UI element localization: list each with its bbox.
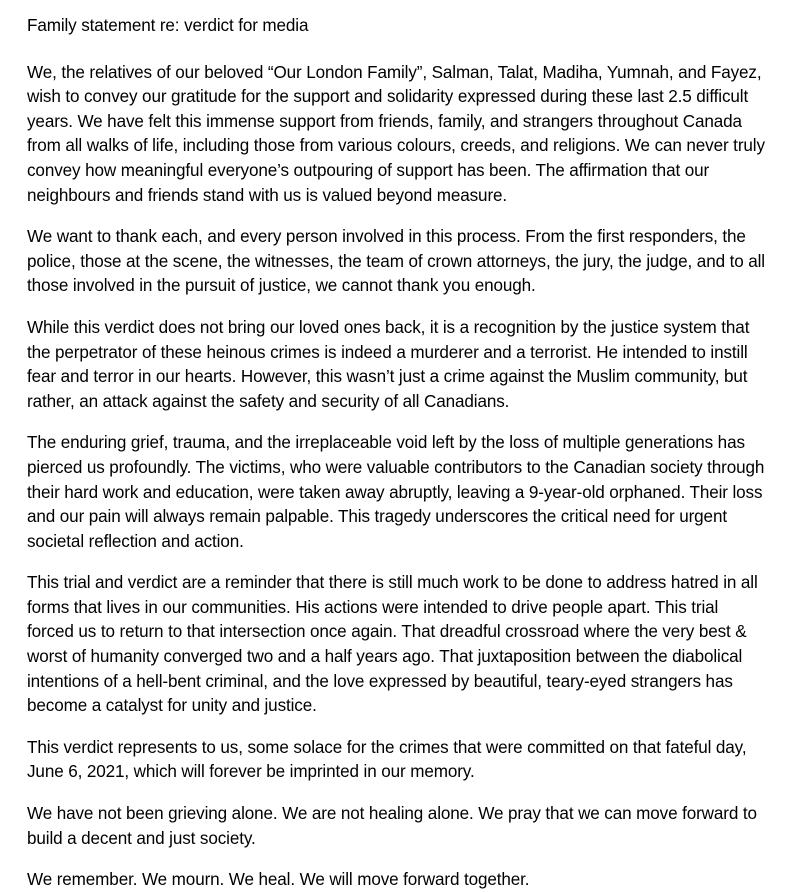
document-heading: Family statement re: verdict for media — [27, 16, 309, 35]
paragraph-spacer — [27, 785, 765, 802]
paragraph-not-alone: We have not been grieving alone. We are not healing alone. We pray that we can move forward to build a decent and just society. — [27, 804, 762, 848]
paragraph-reminder: This trial and verdict are a reminder that there is still much work to be done to address hatred in all forms that lives in our communities. His actions were intended to drive people apart. This trial forced us to return to that intersection once again. That dreadful crossroad where the very best & worst of humanity converged two and a half years ago. That juxtaposition between the diabolical intentions of a hell-bent criminal, and the love expressed by beautiful, teary-eyed strangers has become a catalyst for unity and justice. — [27, 573, 763, 716]
paragraph-thanks: We want to thank each, and every person involved in this process. From the first responders, the police, those at the scene, the witnesses, the team of crown attorneys, the jury, the judge, and to all those involved in the pursuit of justice, we cannot thank you enough. — [27, 227, 770, 296]
paragraph-spacer — [27, 39, 765, 61]
paragraph-spacer — [27, 299, 765, 316]
paragraph-spacer — [27, 851, 765, 868]
paragraph-grief: The enduring grief, trauma, and the irreplaceable void left by the loss of multiple generations has pierced us profoundly. The victims, who were valuable contributors to the Canadian society through their hard work and education, were taken away abruptly, leaving a 9-year-old orphaned. Their loss and our pain will always remain palpable. This tragedy underscores the critical need for urgent societal reflection and action. — [27, 433, 769, 551]
paragraph-spacer — [27, 414, 765, 431]
paragraph-spacer — [27, 208, 765, 225]
paragraph-closing: We remember. We mourn. We heal. We will move forward together. — [27, 870, 530, 890]
paragraph-spacer — [27, 554, 765, 571]
paragraph-gratitude: We, the relatives of our beloved “Our London Family”, Salman, Talat, Madiha, Yumnah, and Fayez, wish to convey our gratitude for the support and solidarity expressed during these last 2.5 difficult years. We have felt this immense support from friends, family, and strangers throughout Canada from all walks of life, including those from various colours, creeds, and religions. We can never truly convey how meaningful everyone’s outpouring of support has been. The affirmation that our neighbours and friends stand with us is valued beyond measure. — [27, 62, 770, 205]
paragraph-verdict-recognition: While this verdict does not bring our loved ones back, it is a recognition by the justice system that the perpetrator of these heinous crimes is indeed a murderer and a terrorist. He intended to instill fear and terror in our hearts. However, this wasn’t just a crime against the Muslim community, but rather, an attack against the safety and security of all Canadians. — [27, 317, 754, 411]
paragraph-solace: This verdict represents to us, some solace for the crimes that were committed on that fateful day, June 6, 2021, which will forever be imprinted in our memory. — [27, 737, 752, 782]
paragraph-spacer — [27, 719, 765, 736]
